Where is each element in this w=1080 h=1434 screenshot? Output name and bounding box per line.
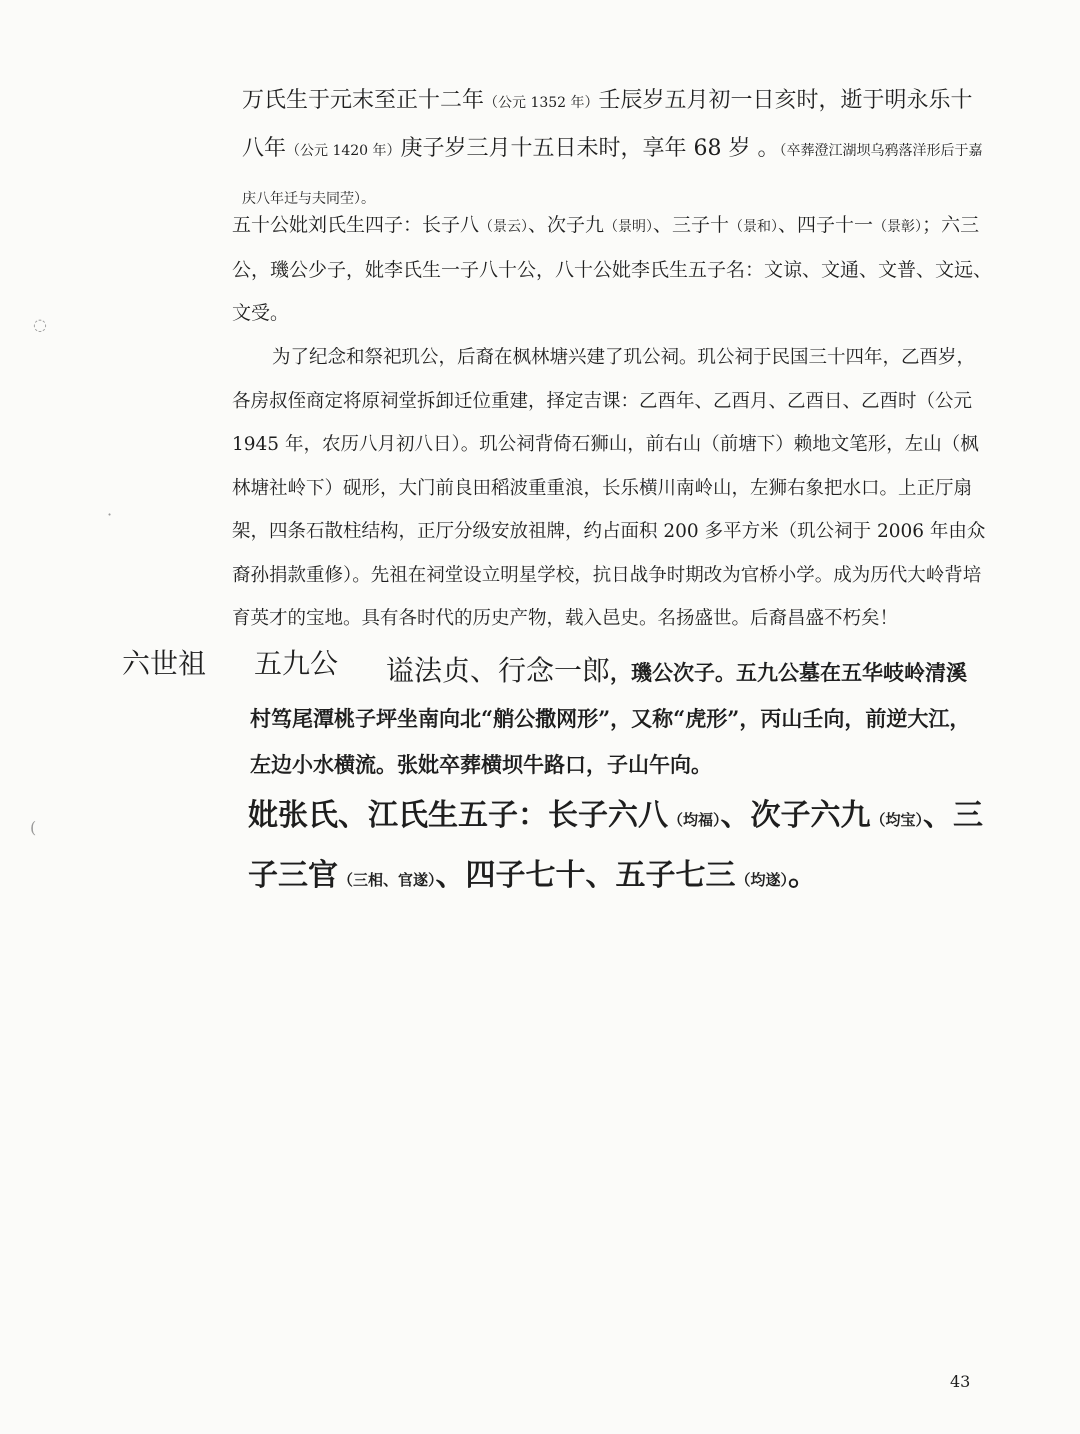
text: ；六三公，璣公少子，妣李氏生一子八十公，八十公妣李氏生五子名：文谅、文通、文普、文远、文受。 [232,214,993,324]
paragraph-sons [232,204,992,335]
scan-hole-mark: ◌ [33,315,47,334]
text: 五十公妣刘氏生四子：长子八 [232,214,480,236]
text: 妣张氏、江氏生五子：长子六八 [248,798,668,833]
text: 万氏生于元末至正十二年 [242,88,485,113]
page-number: 43 [950,1372,971,1391]
text: 、次子九 [528,214,605,236]
paragraph-wan-shi [232,78,994,222]
text: 、四子十一 [778,214,874,236]
generation-label: 六世祖 [122,647,207,680]
text: 、次子六九 [720,798,871,833]
text: ，璣公次子。五九公墓在五华岐岭清溪村笃尾潭桃子坪坐南向北“艄公撒网形”，又称“虎形”，丙山壬向，前逆大江，左边小水横流。张妣卒葬横坝牛路口，子山午向。 [250,660,971,777]
text: 、四子七十、五子七三 [435,858,736,893]
scan-hole-mark: ( [30,818,37,837]
name-note: （均宝） [870,811,924,829]
date-note: （公元 1420 年） [286,143,401,159]
name-note: （三相、官遂） [338,871,436,889]
text: 壬辰岁五月初一日亥时，逝于明永乐十八年 [242,88,973,161]
paragraph-children [248,788,988,908]
name-note: （景明） [604,219,654,235]
date-note: （公元 1352 年） [484,95,599,111]
text: 庚子岁三月十五日未时，享年 68 岁 。 [400,136,780,161]
burial-note: （卒葬澄江湖坝乌鸦落洋形后于嘉庆八年迁与夫同茔）。 [242,143,983,207]
ancestor-name: 五九公 [254,647,339,680]
name-note: （景和） [729,219,779,235]
text: 、三子三官 [248,798,984,893]
text: 、三子十 [653,214,730,236]
paragraph-ancestor-bio [250,648,980,788]
posthumous-title: 谥法贞、行念一郎 [386,654,611,687]
scan-dot-mark: · [107,505,113,524]
name-note: （均遂） [735,871,789,889]
name-note: （景云） [479,219,529,235]
name-note: （景彰） [873,219,923,235]
text: 。 [788,858,819,893]
paragraph-ancestral-hall: 为了纪念和祭祀玑公，后裔在枫林塘兴建了玑公祠。玑公祠于民国三十四年，乙酉岁，各房叔侄商定将原祠堂拆卸迁位重建，择定吉课：乙酉年、乙酉月、乙酉日、乙酉时（公元 1945 年，农历八月初八日）。玑公祠背倚石狮山，前右山（前塘下）赖地文笔形，左山（枫林塘社岭下）砚形，大门前良田稻波重重浪，长乐横川南岭山，左狮右象把水口。上正厅扇架，四条石散柱结构，正厅分级安放祖牌，约占面积 200 多平方米（玑公祠于 2006 年由众裔孙捐款重修）。先祖在祠堂设立明星学校，抗日战争时期改为官桥小学。成为历代大岭背培育英才的宝地。具有各时代的历史产物，载入邑史。名扬盛世。后裔昌盛不朽矣！ [232,347,986,629]
name-note: （均福） [668,811,721,829]
